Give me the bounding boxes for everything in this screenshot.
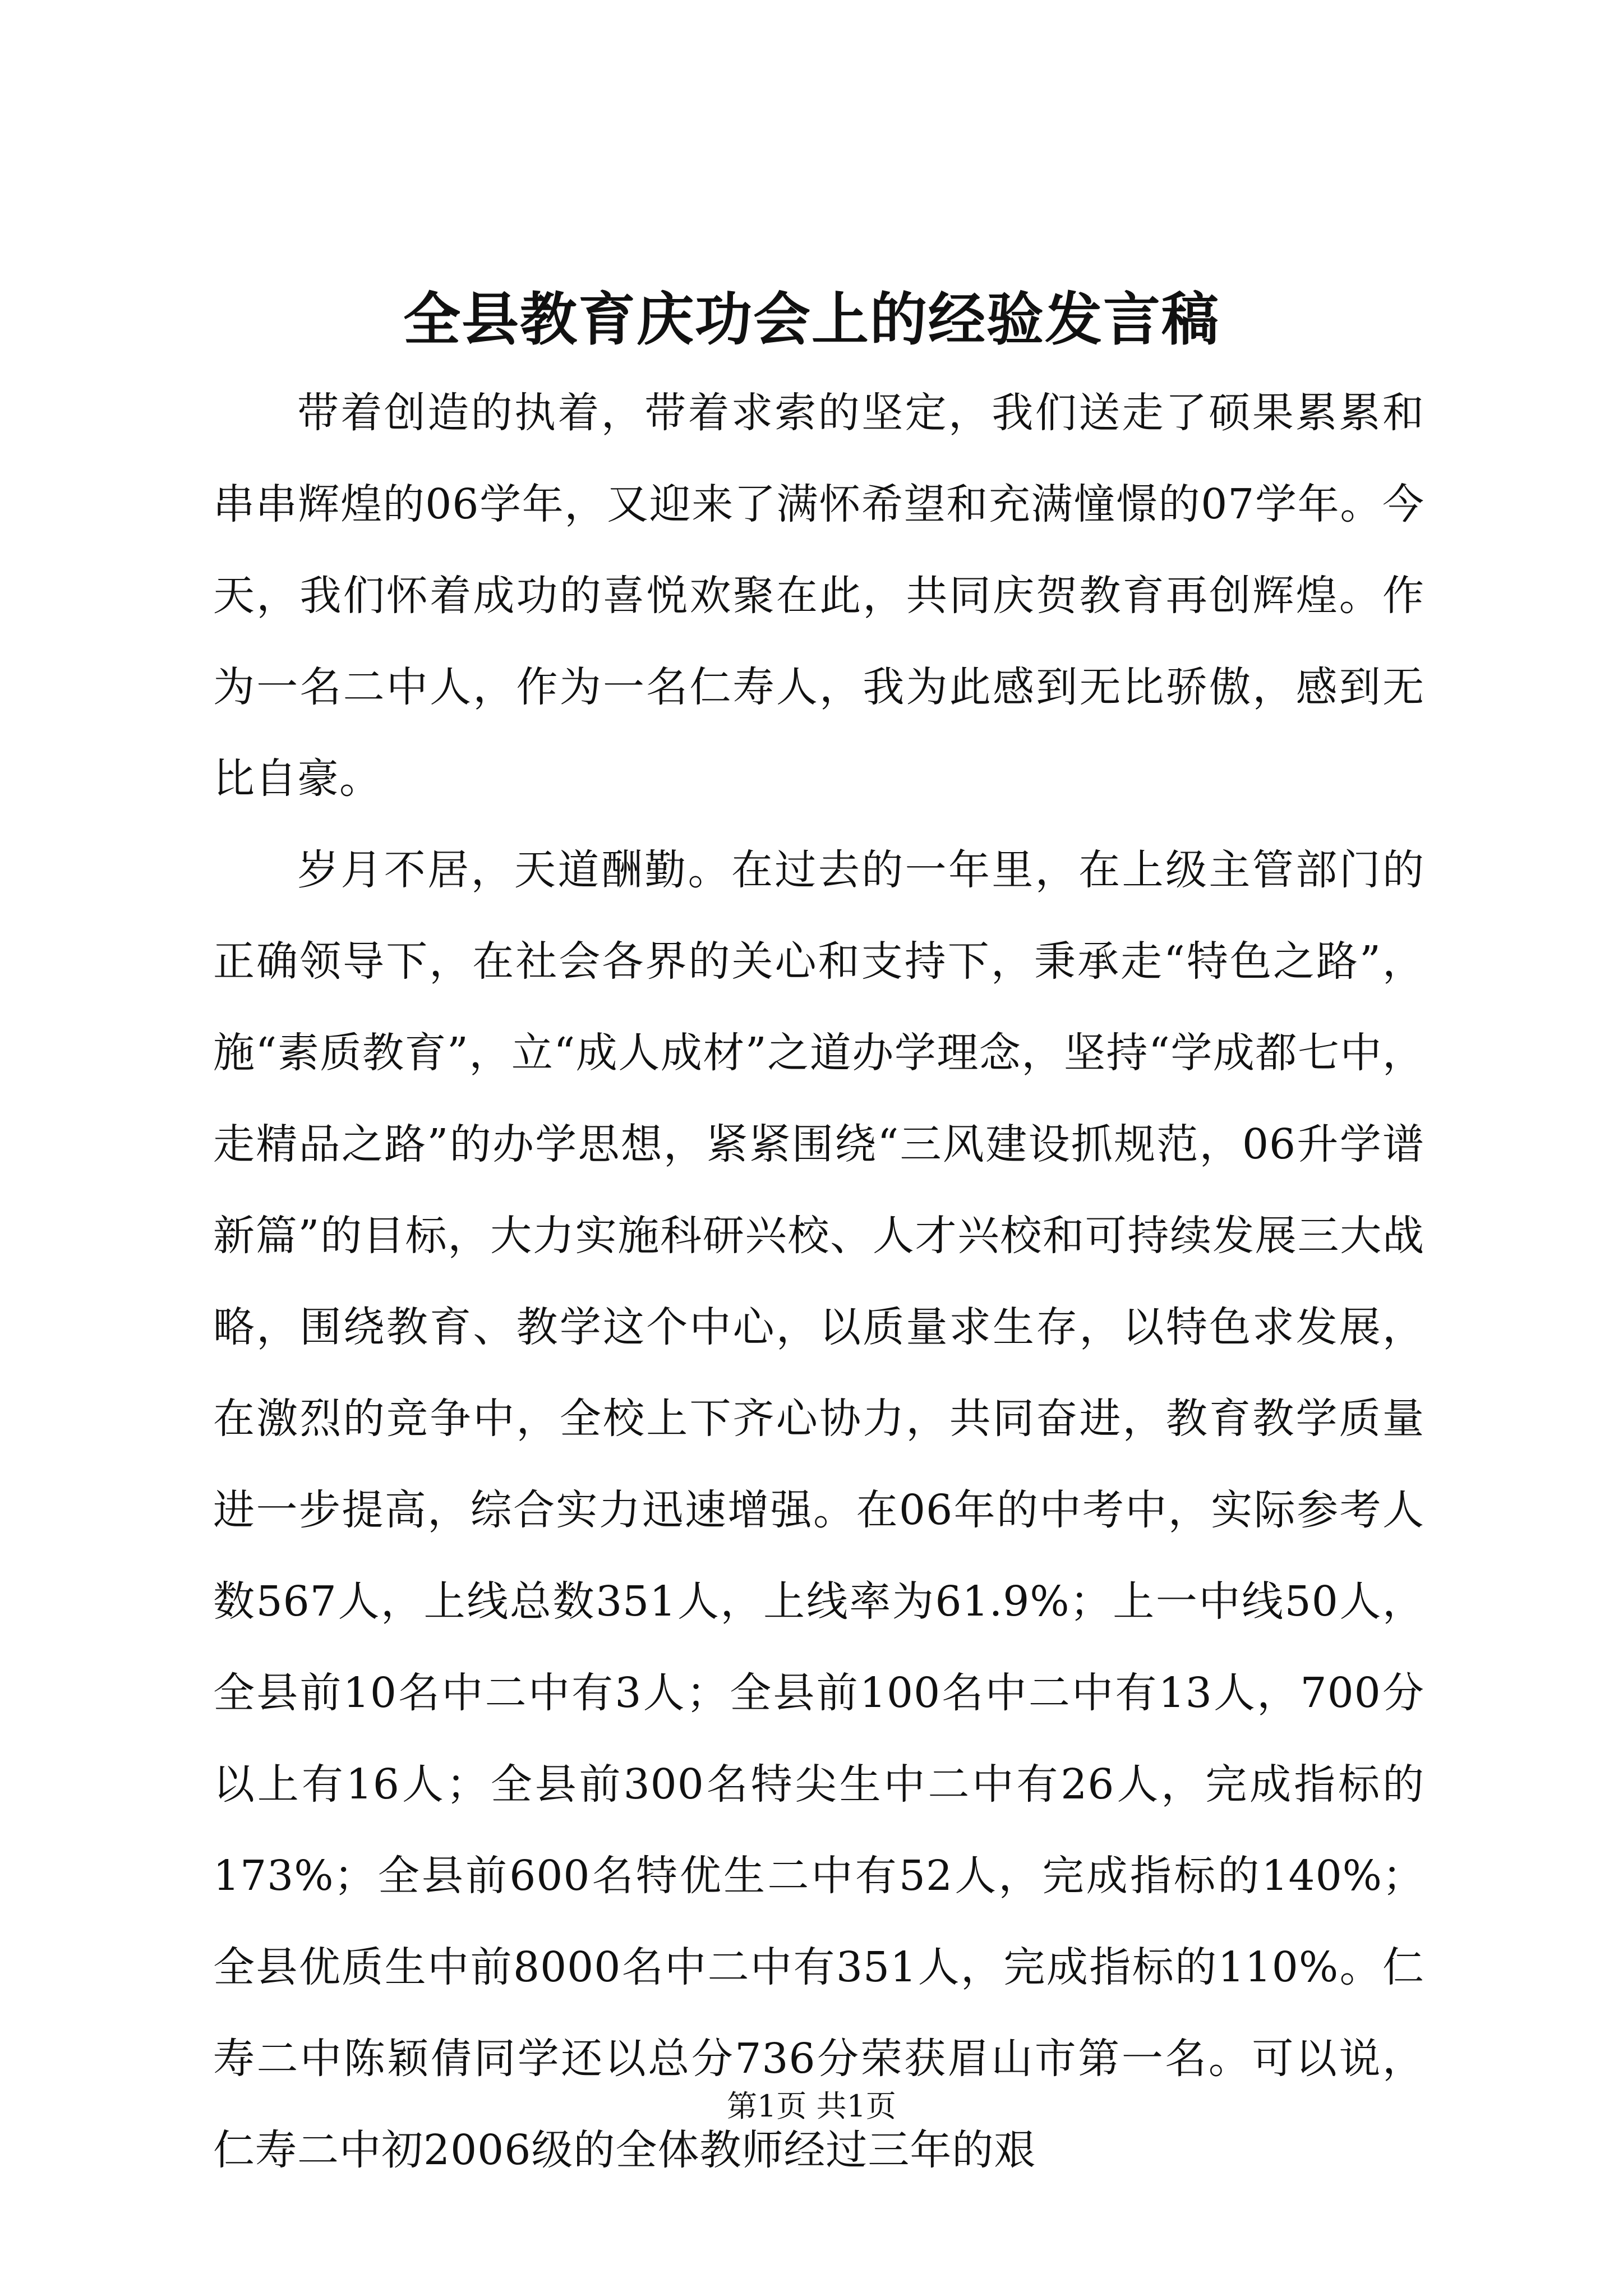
document-title: 全县教育庆功会上的经验发言稿 <box>403 286 1220 353</box>
page-footer: 第1页 共1页 <box>727 2088 896 2124</box>
paragraph-2: 岁月不居，天道酬勤。在过去的一年里，在上级主管部门的正确领导下，在社会各界的关心和支持下，秉承走“特色之路”，施“素质教育”，立“成人成材”之道办学理念，坚持“学成都七中，走精品之路”的办学思想，紧紧围绕“三风建设抓规范，06升学谱新篇”的目标，大力实施科研兴校、人才兴校和可持续发展三大战略，围绕教育、教学这个中心，以质量求生存，以特色求发展，在激烈的竞争中，全校上下齐心协力，共同奋进，教育教学质量进一步提高，综合实力迅速增强。在06年的中考中，实际参考人数567人，上线总数351人，上线率为61.9%；上一中线50人，全县前10名中二中有3人；全县前100名中二中有13人，700分以上有16人；全县前300名特尖生中二中有26人，完成指标的173%；全县前600名特优生二中有52人，完成指标的140%；全县优质生中前8000名中二中有351人，完成指标的110%。仁寿二中陈颖倩同学还以总分736分荣获眉山市第一名。可以说，仁寿二中初2006级的全体教师经过三年的艰 <box>213 846 1424 2174</box>
paragraph-1: 带着创造的执着，带着求索的坚定，我们送走了硕果累累和串串辉煌的06学年，又迎来了满怀希望和充满憧憬的07学年。今天，我们怀着成功的喜悦欢聚在此，共同庆贺教育再创辉煌。作为一名二中人，作为一名仁寿人，我为此感到无比骄傲，感到无比自豪。 <box>213 389 1424 803</box>
document-body <box>213 367 1424 2196</box>
